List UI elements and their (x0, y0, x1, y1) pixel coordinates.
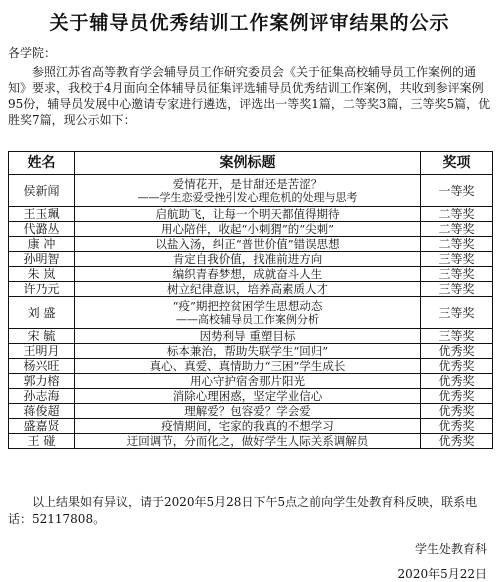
cell-award: 二等奖 (421, 207, 493, 222)
cell-case-title (75, 297, 421, 329)
table-row (9, 222, 493, 237)
cell-name: 代潞丛 (9, 222, 75, 237)
cell-award: 优秀奖 (421, 344, 493, 359)
cell-award: 三等奖 (421, 282, 493, 297)
table-header-row (9, 152, 493, 175)
case-title-line: 肯定自我价值，找准前进方向 (172, 252, 323, 266)
intro-paragraph: 参照江苏省高等教育学会辅导员工作研究委员会《关于征集高校辅导员工作案例的通知》要求，我校于4月面向全体辅导员征集评选辅导员优秀结训工作案例，共收到参评案例95份，辅导员发展中心邀请专家进行遴选，评选出一等奖1篇，二等奖3篇，三等奖5篇，优胜奖7篇，现公示如下： (8, 65, 491, 127)
cell-name: 王明月 (9, 344, 75, 359)
cell-case-title (75, 374, 421, 389)
case-title-line: 编织青春梦想，成就奋斗人生 (172, 267, 323, 281)
table-row (9, 252, 493, 267)
case-title-line: 理解爱？包容爱？学会爱 (184, 404, 311, 418)
results-table (8, 151, 493, 449)
case-title-line: 疫情期间，宅家的我真的不想学习 (161, 419, 334, 433)
cell-award: 优秀奖 (421, 404, 493, 419)
table-row (9, 419, 493, 434)
cell-name: 康 冲 (9, 237, 75, 252)
cell-case-title (75, 282, 421, 297)
case-title-line: 标本兼治，帮助失联学生“回归” (166, 344, 329, 358)
salutation: 各学院： (8, 46, 57, 60)
table-row (9, 344, 493, 359)
cell-case-title (75, 329, 421, 344)
table-row (9, 175, 493, 207)
cell-name: 王 碰 (9, 434, 75, 449)
cell-name: 许乃元 (9, 282, 75, 297)
cell-name: 蒋俊超 (9, 404, 75, 419)
cell-case-title (75, 389, 421, 404)
case-title-line: 启航助飞，让每一个明天都值得期待 (155, 207, 340, 221)
cell-case-title (75, 207, 421, 222)
header-award: 奖项 (421, 152, 493, 175)
cell-case-title (75, 359, 421, 374)
cell-award: 优秀奖 (421, 359, 493, 374)
table-row (9, 434, 493, 449)
cell-case-title (75, 434, 421, 449)
cell-award: 三等奖 (421, 297, 493, 329)
cell-award: 优秀奖 (421, 389, 493, 404)
table-row (9, 297, 493, 329)
cell-award: 二等奖 (421, 222, 493, 237)
cell-case-title (75, 267, 421, 282)
cell-case-title (75, 222, 421, 237)
case-title-line: 因势利导 重塑目标 (199, 329, 296, 343)
cell-name: 孙志海 (9, 389, 75, 404)
cell-name: 侯新闻 (9, 175, 75, 207)
cell-award: 三等奖 (421, 252, 493, 267)
case-title-line: 真心、真爱、真情助力“三困”学生成长 (149, 359, 346, 373)
issue-date: 2020年5月22日 (397, 567, 487, 581)
cell-name: 郭力榕 (9, 374, 75, 389)
table-row (9, 207, 493, 222)
cell-case-title (75, 252, 421, 267)
cell-name: 王玉珮 (9, 207, 75, 222)
cell-award: 优秀奖 (421, 374, 493, 389)
case-title-line: 以盐入汤，纠正“普世价值”错误思想 (155, 237, 340, 251)
cell-award: 二等奖 (421, 237, 493, 252)
table-row (9, 389, 493, 404)
cell-award: 三等奖 (421, 329, 493, 344)
case-title-line: 爱情花开，是甘甜还是苦涩？ (172, 176, 323, 191)
cell-award: 三等奖 (421, 267, 493, 282)
case-title-line: 树立纪律意识，培养高素质人才 (167, 282, 328, 296)
case-subtitle-line: ——学生恋爱受挫引发心理危机的处理与思考 (137, 190, 358, 204)
cell-name: 盛嘉贤 (9, 419, 75, 434)
table-row (9, 329, 493, 344)
cell-name: 杨兴旺 (9, 359, 75, 374)
header-title: 案例标题 (75, 152, 421, 175)
case-title-line: 用心陪伴，收起“小刺猬”的“尖刺” (160, 222, 334, 236)
cell-name: 孙明智 (9, 252, 75, 267)
cell-case-title (75, 344, 421, 359)
table-row (9, 267, 493, 282)
page-title: 关于辅导员优秀结训工作案例评审结果的公示 (49, 12, 450, 34)
case-title-line: 用心守护宿舍那片阳光 (190, 374, 305, 388)
cell-case-title (75, 404, 421, 419)
cell-name: 宋 毓 (9, 329, 75, 344)
cell-name: 朱 岚 (9, 267, 75, 282)
cell-case-title (75, 175, 421, 207)
footer-note: 以上结果如有异议，请于2020年5月28日下午5点之前向学生处教育科反映，联系电话：52117808。 (8, 495, 478, 526)
cell-case-title (75, 419, 421, 434)
table-row (9, 237, 493, 252)
table-row (9, 359, 493, 374)
case-subtitle-line: ——高校辅导员工作案例分析 (176, 312, 319, 326)
issuing-office: 学生处教育科 (414, 542, 487, 556)
cell-name: 刘 盛 (9, 297, 75, 329)
case-title-line: 消除心理困惑，坚定学业信心 (172, 389, 323, 403)
header-name: 姓名 (9, 152, 75, 175)
table-row (9, 404, 493, 419)
cell-case-title (75, 237, 421, 252)
cell-award: 优秀奖 (421, 434, 493, 449)
case-title-line: 迂回调节，分而化之，做好学生人际关系调解员 (126, 434, 369, 448)
table-row (9, 282, 493, 297)
table-row (9, 374, 493, 389)
cell-award: 一等奖 (421, 175, 493, 207)
case-title-line: “疫”期把控贫困学生思想动态 (172, 298, 323, 313)
cell-award: 优秀奖 (421, 419, 493, 434)
